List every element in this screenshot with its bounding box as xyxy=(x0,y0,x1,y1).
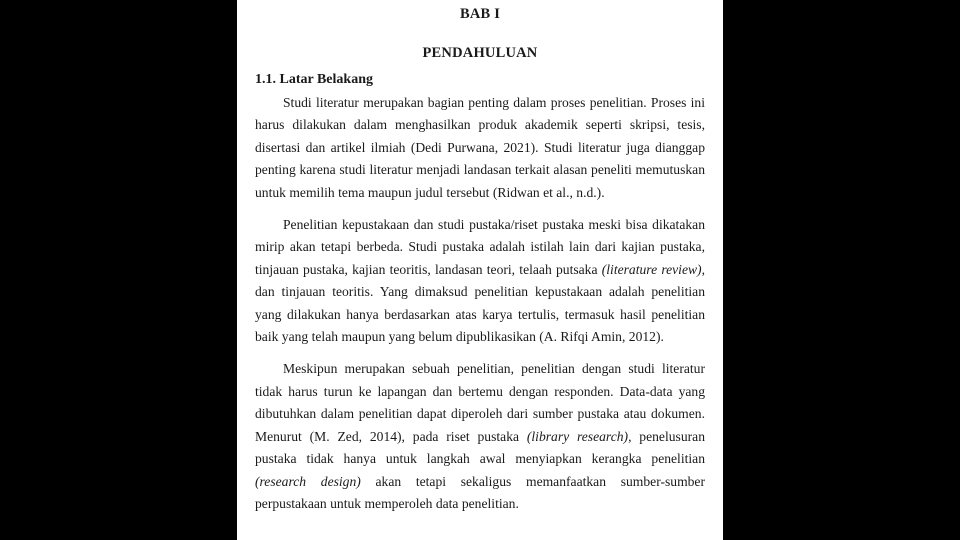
italic-text-run: (literature review) xyxy=(601,261,702,277)
paragraph xyxy=(255,214,705,348)
chapter-heading: BAB I xyxy=(459,6,501,22)
paragraph xyxy=(255,358,705,515)
paragraph xyxy=(255,92,705,204)
document-content xyxy=(237,0,723,540)
section-heading: 1.1. Latar Belakang xyxy=(255,72,373,87)
text-run: Meskipun merupakan sebuah penelitian, penelitian dengan studi literatur tidak harus turun ke lapangan dan bertemu dengan responden. Data-data yang dibutuhkan dalam penelitian dapat diperoleh dari sumber pustaka atau dokumen. Menurut (M. Zed, 2014), pada riset pustaka xyxy=(255,361,705,444)
text-run: , dan tinjauan teoritis. Yang dimaksud penelitian kepustakaan adalah penelitian yang dilakukan hanya berdasarkan atas karya tertulis, termasuk hasil penelitian baik yang telah maupun yang belum dipublikasikan (A. Rifqi Amin, 2012). xyxy=(255,261,705,345)
text-run: Studi literatur merupakan bagian penting dalam proses penelitian. Proses ini harus dilakukan dalam menghasilkan produk akademik seperti skripsi, tesis, disertasi dan artikel ilmiah (Dedi Purwana, 2021). Studi literatur juga dianggap penting karena studi literatur menjadi landasan terkait alasan peneliti memutuskan untuk memilih tema maupun judul tersebut (Ridwan et al., n.d.). xyxy=(255,95,705,200)
chapter-title: PENDAHULUAN xyxy=(422,45,538,61)
italic-text-run: (library research) xyxy=(526,428,629,444)
text-run: , penelusuran pustaka tidak hanya untuk langkah awal menyiapkan kerangka penelitian xyxy=(255,428,705,467)
document-page xyxy=(237,0,723,540)
text-run: akan tetapi sekaligus memanfaatkan sumber-sumber perpustakaan untuk memperoleh data penelitian. xyxy=(255,473,705,511)
italic-text-run: (research design) xyxy=(255,473,361,489)
text-run: Penelitian kepustakaan dan studi pustaka/riset pustaka meski bisa dikatakan mirip akan tetapi berbeda. Studi pustaka adalah istilah lain dari kajian pustaka, tinjauan pustaka, kajian teoritis, landasan teori, telaah putsaka xyxy=(255,217,705,277)
paragraphs-container xyxy=(255,92,705,515)
